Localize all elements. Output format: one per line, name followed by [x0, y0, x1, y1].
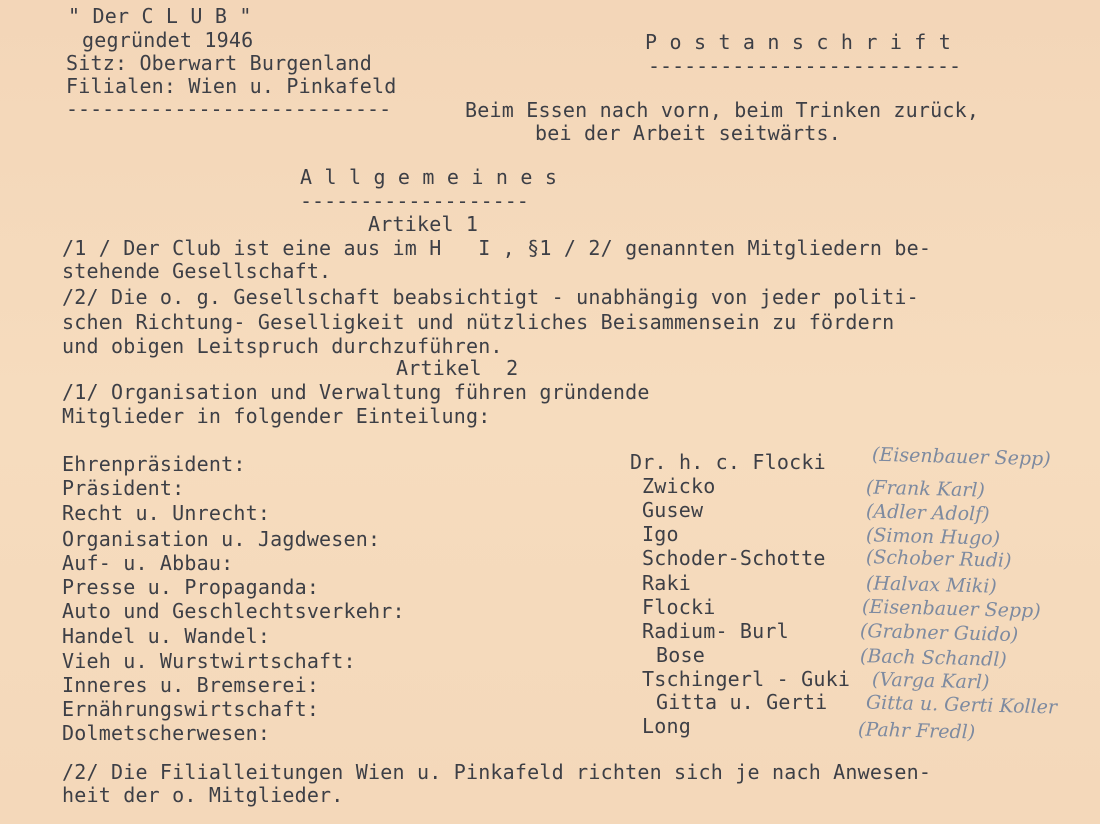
handwritten-name: (Pahr Fredl) — [857, 718, 976, 744]
member-nickname: Tschingerl - Guki — [642, 667, 851, 691]
artikel-1-heading: Artikel 1 — [368, 212, 479, 236]
role-label: Inneres u. Bremserei: — [62, 673, 320, 697]
role-label: Präsident: — [62, 476, 185, 500]
member-nickname: Zwicko — [642, 474, 716, 498]
role-label: Handel u. Wandel: — [62, 624, 271, 648]
role-label: Recht u. Unrecht: — [62, 501, 271, 525]
handwritten-name: (Simon Hugo) — [865, 524, 1001, 550]
member-nickname: Igo — [642, 522, 679, 546]
member-nickname: Radium- Burl — [642, 619, 789, 643]
founded-line: gegründet 1946 — [82, 28, 254, 52]
member-nickname: Bose — [656, 643, 705, 667]
member-nickname: Flocki — [642, 595, 716, 619]
handwritten-name: (Eisenbauer Sepp) — [871, 443, 1051, 471]
section-rule: ------------------- — [300, 189, 529, 213]
club-name: " Der C L U B " — [68, 4, 252, 28]
role-label: Ehrenpräsident: — [62, 452, 246, 476]
handwritten-name: (Halvax Miki) — [865, 572, 998, 598]
member-nickname: Raki — [642, 571, 691, 595]
handwritten-name: (Frank Karl) — [865, 476, 986, 502]
artikel-1-line: /1 / Der Club ist eine aus im H I , §1 / 2/ genannten Mitgliedern be- — [62, 236, 932, 260]
handwritten-name: (Bach Schandl) — [859, 645, 1007, 671]
postanschrift-rule: -------------------------- — [648, 54, 962, 78]
handwritten-name: (Grabner Guido) — [859, 619, 1019, 647]
member-nickname: Schoder-Schotte — [642, 546, 826, 570]
handwritten-name: (Schober Rudi) — [865, 546, 1012, 572]
handwritten-name: (Varga Karl) — [871, 668, 990, 694]
handwritten-name: Gitta u. Gerti Koller — [865, 691, 1058, 719]
artikel-1-line: und obigen Leitspruch durchzuführen. — [62, 334, 503, 358]
seat-line: Sitz: Oberwart Burgenland — [66, 51, 373, 75]
role-label: Dolmetscherwesen: — [62, 721, 271, 745]
artikel-2-line: Mitglieder in folgender Einteilung: — [62, 404, 491, 428]
handwritten-name: (Adler Adolf) — [865, 500, 990, 526]
role-label: Presse u. Propaganda: — [62, 575, 320, 599]
closing-line: heit der o. Mitglieder. — [62, 783, 344, 807]
branches-line: Filialen: Wien u. Pinkafeld — [66, 74, 397, 98]
artikel-1-line: schen Richtung- Geselligkeit und nützliches Beisammensein zu fördern — [62, 310, 895, 334]
member-nickname: Long — [642, 714, 691, 738]
header-rule: --------------------------- — [66, 97, 392, 121]
closing-line: /2/ Die Filialleitungen Wien u. Pinkafeld richten sich je nach Anwesen- — [62, 760, 932, 784]
artikel-2-line: /1/ Organisation und Verwaltung führen gründende — [62, 380, 650, 404]
artikel-1-line: /2/ Die o. g. Gesellschaft beabsichtigt - unabhängig von jeder politi- — [62, 285, 919, 309]
member-nickname: Dr. h. c. Flocki — [630, 450, 826, 474]
postanschrift-title: P o s t a n s c h r i f t — [645, 30, 952, 54]
section-title: A l l g e m e i n e s — [300, 165, 558, 189]
role-label: Vieh u. Wurstwirtschaft: — [62, 649, 356, 673]
motto-line-1: Beim Essen nach vorn, beim Trinken zurück, — [465, 98, 980, 122]
member-nickname: Gitta u. Gerti — [656, 690, 828, 714]
member-nickname: Gusew — [642, 498, 704, 522]
motto-line-2: bei der Arbeit seitwärts. — [535, 121, 842, 145]
artikel-1-line: stehende Gesellschaft. — [62, 259, 332, 283]
artikel-2-heading: Artikel 2 — [396, 356, 519, 380]
role-label: Auf- u. Abbau: — [62, 551, 234, 575]
role-label: Organisation u. Jagdwesen: — [62, 527, 381, 551]
handwritten-name: (Eisenbauer Sepp) — [861, 595, 1041, 623]
role-label: Ernährungswirtschaft: — [62, 697, 320, 721]
role-label: Auto und Geschlechtsverkehr: — [62, 599, 405, 623]
